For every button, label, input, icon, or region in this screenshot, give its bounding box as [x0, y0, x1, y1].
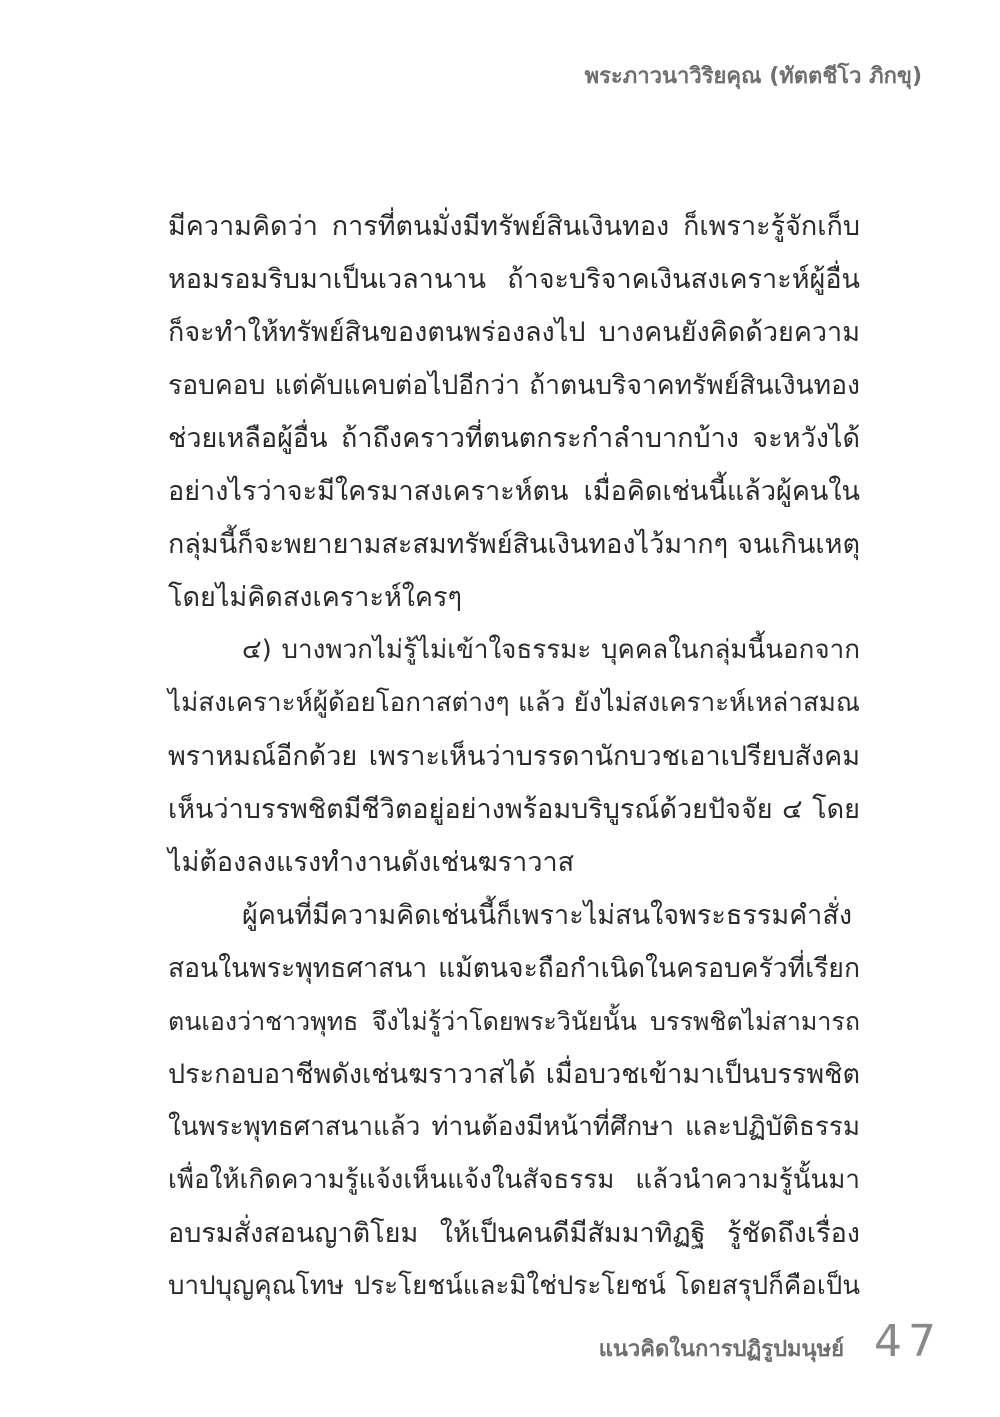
paragraph-1-line-8: โดยไม่คิดสงเคราะห์ใครๆ: [168, 582, 462, 613]
paragraph-1-line-2: หอมรอมริบมาเป็นเวลานาน ถ้าจะบริจาคเงินสงเคราะห์ผู้อื่น: [168, 264, 860, 295]
footer-book-title: แนวคิดในการปฏิรูปมนุษย์: [598, 1337, 844, 1362]
body-text: [168, 200, 860, 1313]
page-footer: [599, 1316, 942, 1367]
paragraph-3-line-2: สอนในพระพุทธศาสนา แม้ตนจะถือกำเนิดในครอบครัวที่เรียก: [168, 953, 860, 984]
page-number: 47: [874, 1316, 942, 1367]
paragraph-2-line-5: ไม่ต้องลงแรงทำงานดังเช่นฆราวาส: [168, 847, 575, 878]
paragraph-3-line-4: ประกอบอาชีพดังเช่นฆราวาสได้ เมื่อบวชเข้ามาเป็นบรรพชิต: [168, 1059, 860, 1090]
paragraph-1-line-3: ก็จะทำให้ทรัพย์สินของตนพร่องลงไป บางคนยังคิดด้วยความ: [168, 317, 860, 348]
running-header-author: พระภาวนาวิริยคุณ (ทัตตชีโว ภิกขุ): [584, 64, 922, 89]
paragraph-2-line-4: เห็นว่าบรรพชิตมีชีวิตอยู่อย่างพร้อมบริบูรณ์ด้วยปัจจัย ๔ โดย: [168, 794, 860, 825]
paragraph-1-line-5: ช่วยเหลือผู้อื่น ถ้าถึงคราวที่ตนตกระกำลำบากบ้าง จะหวังได้: [168, 423, 860, 454]
paragraph-1-line-4: รอบคอบ แต่คับแคบต่อไปอีกว่า ถ้าตนบริจาคทรัพย์สินเงินทอง: [168, 370, 860, 401]
paragraph-2-line-1: ๔) บางพวกไม่รู้ไม่เข้าใจธรรมะ บุคคลในกลุ่มนี้นอกจาก: [242, 635, 860, 665]
paragraph-3-line-6: เพื่อให้เกิดความรู้แจ้งเห็นแจ้งในสัจธรรม แล้วนำความรู้นั้นมา: [168, 1165, 860, 1195]
paragraph-2-line-2: ไม่สงเคราะห์ผู้ด้อยโอกาสต่างๆ แล้ว ยังไม่สงเคราะห์เหล่าสมณ: [168, 688, 860, 718]
paragraph-3-line-8: บาปบุญคุณโทษ ประโยชน์และมิใช่ประโยชน์ โดยสรุปก็คือเป็น: [168, 1271, 860, 1301]
paragraph-1-line-7: กลุ่มนี้ก็จะพยายามสะสมทรัพย์สินเงินทองไว้มากๆ จนเกินเหตุ: [168, 529, 860, 560]
paragraph-3-line-5: ในพระพุทธศาสนาแล้ว ท่านต้องมีหน้าที่ศึกษา และปฏิบัติธรรม: [168, 1112, 860, 1142]
paragraph-3-line-7: อบรมสั่งสอนญาติโยม ให้เป็นคนดีมีสัมมาทิฏฐิ รู้ชัดถึงเรื่อง: [168, 1218, 860, 1249]
paragraph-2-line-3: พราหมณ์อีกด้วย เพราะเห็นว่าบรรดานักบวชเอาเปรียบสังคม: [168, 741, 860, 772]
paragraph-1-line-6: อย่างไรว่าจะมีใครมาสงเคราะห์ตน เมื่อคิดเช่นนี้แล้วผู้คนใน: [168, 476, 860, 507]
paragraph-1-line-1: มีความคิดว่า การที่ตนมั่งมีทรัพย์สินเงินทอง ก็เพราะรู้จักเก็บ: [168, 211, 860, 242]
paragraph-3-line-3: ตนเองว่าชาวพุทธ จึงไม่รู้ว่าโดยพระวินัยนั้น บรรพชิตไม่สามารถ: [168, 1007, 860, 1036]
paragraph-3-line-1: ผู้คนที่มีความคิดเช่นนี้ก็เพราะไม่สนใจพระธรรมคำสั่ง: [242, 900, 853, 931]
